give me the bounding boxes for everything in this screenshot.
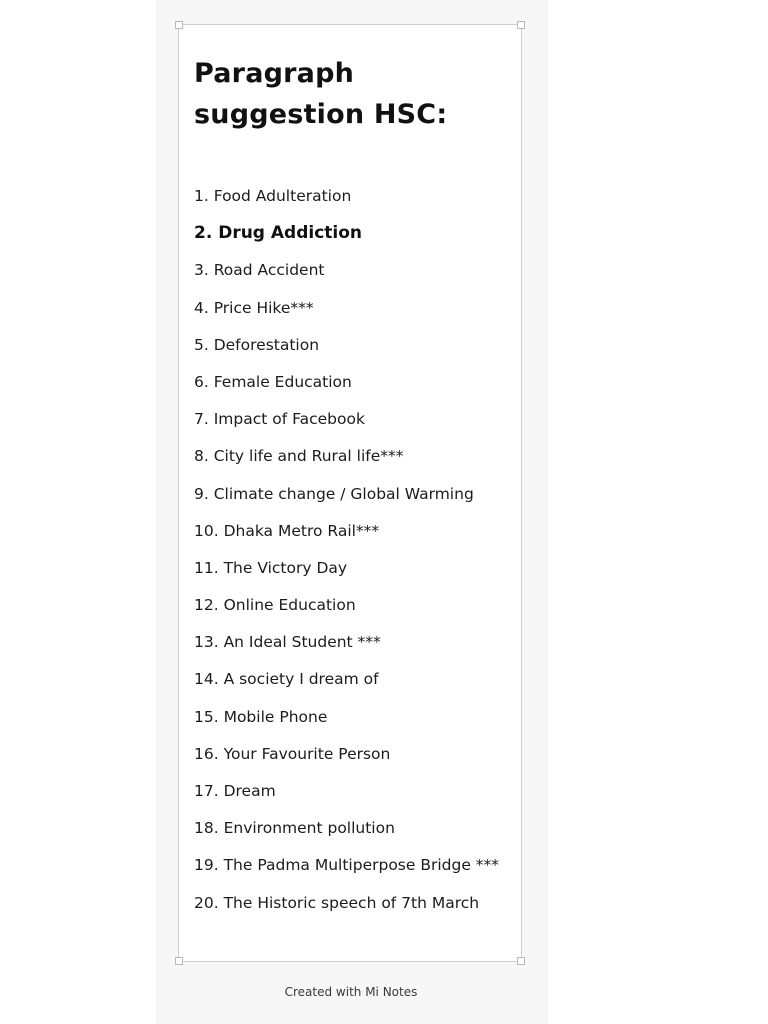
topic-list-item: 1. Food Adulteration (194, 187, 352, 205)
topic-list-item: 14. A society I dream of (194, 670, 379, 689)
topic-list (194, 183, 499, 927)
corner-marker-bottom-right (517, 957, 525, 965)
topic-list-item: 16. Your Favourite Person (194, 744, 391, 763)
topic-list-item: 9. Climate change / Global Warming (194, 484, 474, 503)
topic-list-item: 7. Impact of Facebook (194, 410, 365, 429)
topic-list-item: 18. Environment pollution (194, 819, 395, 838)
topic-list-item: 3. Road Accident (194, 261, 325, 280)
note-card (178, 24, 522, 962)
topic-list-item: 8. City life and Rural life*** (194, 447, 404, 466)
corner-marker-top-left (175, 21, 183, 29)
corner-marker-bottom-left (175, 957, 183, 965)
topic-list-item: 5. Deforestation (194, 335, 320, 354)
topic-list-item: 10. Dhaka Metro Rail*** (194, 521, 380, 540)
topic-list-item: 4. Price Hike*** (194, 298, 314, 317)
created-with-credit: Created with Mi Notes (284, 985, 418, 999)
topic-list-item: 12. Online Education (194, 596, 356, 615)
topic-list-item: 11. The Victory Day (194, 558, 348, 577)
corner-marker-top-right (517, 21, 525, 29)
topic-list-item: 13. An Ideal Student *** (194, 633, 381, 652)
topic-list-item: 20. The Historic speech of 7th March (194, 893, 480, 912)
topic-list-item: 15. Mobile Phone (194, 707, 328, 726)
note-title: Paragraph suggestion HSC: (194, 58, 448, 130)
topic-list-item: 2. Drug Addiction (194, 223, 363, 244)
topic-list-item: 6. Female Education (194, 372, 352, 391)
topic-list-item: 19. The Padma Multiperpose Bridge *** (194, 856, 500, 875)
topic-list-item: 17. Dream (194, 782, 276, 800)
